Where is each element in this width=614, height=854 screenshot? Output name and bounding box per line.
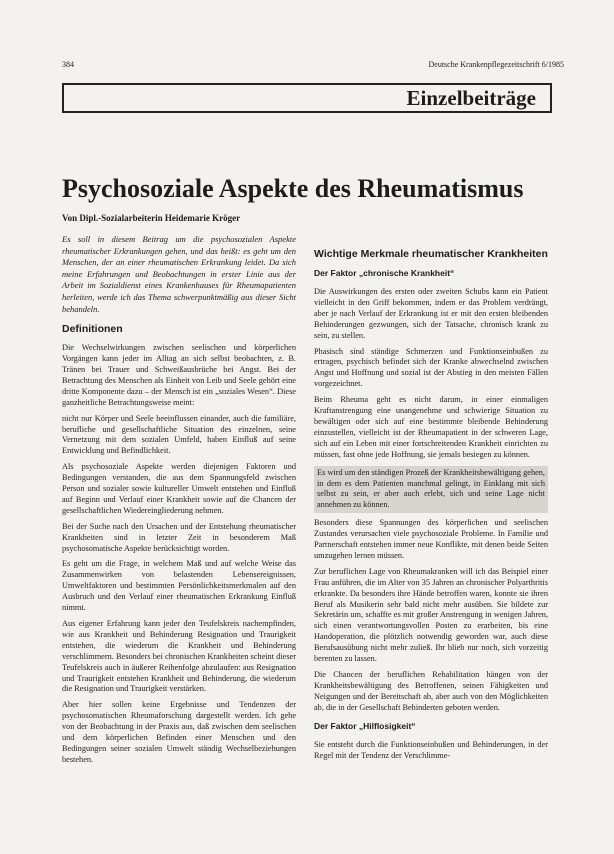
body-paragraph: Sie entsteht durch die Funktionseinbußen und Behinderungen, in der Regel mit der Tendenz der Verschlimme- [314, 739, 548, 760]
body-paragraph: Es geht um die Frage, in welchem Maß und auf welche Weise das Zusammenwirken von belastenden Lebensereignissen, Umweltfaktoren und bestimmten Persönlichkeitsmerkmalen auf den Ausbruch und den Verlauf einer rheumatischen Erkrankung Einfluß nimmt. [62, 559, 296, 613]
body-paragraph: Aus eigener Erfahrung kann jeder den Teufelskreis nachempfinden, wie aus Krankheit und Behinderung Resignation und Traurigkeit entstehen, die wiederum die Krankheit und Behinderung verschlimmern. Besonders bei chronischen Krankheiten scheint dieser Teufelskreis auch in äußerer Reihenfolge abzulaufen: aus Resignation und Traurigkeit entstehen Krankheit und Behinderung, die wiederum die Resignation und Traurigkeit verstärken. [62, 619, 296, 694]
body-paragraph: Zur beruflichen Lage von Rheumakranken will ich das Beispiel einer Frau anführen, die im Alter von 35 Jahren an chronischer Polyarthritis erkrankte. Da besonders ihre Hände betroffen waren, konnte sie ihren Beruf als Musikerin sehr bald nicht mehr ausüben. Sie bildete zur Sekretärin um, schaffte es mit großer Anstrengung in wenigen Jahren, sich einen verantwortungsvollen Posten zu erarbeiten, bis eine Handoperation, die plötzlich notwendig geworden war, auch diese Berufsausübung nicht mehr zuließ. Ihr blieb nur noch, sich vorzeitig berenten zu lassen. [314, 566, 548, 664]
body-paragraph: Bei der Suche nach den Ursachen und der Entstehung rheumatischer Krankheiten sind in letzter Zeit in besonderem Maß psychosomatische Aspekte berücksichtigt worden. [62, 521, 296, 553]
body-paragraph: Als psychosoziale Aspekte werden diejenigen Faktoren und Bedingungen verstanden, die aus dem Spannungsfeld zwischen Person und sozialer sowie kultureller Umwelt entstehen und Einfluß auf Beginn und Verlauf einer Krankheit sowie auf die Chancen der gesellschaftlichen Wiedereingliederung nehmen. [62, 462, 296, 515]
subheading-hilflosigkeit: Der Faktor „Hilflosigkeit“ [314, 720, 416, 731]
journal-header: Deutsche Krankenpflegezeitschrift 6/1985 [428, 60, 564, 69]
heading-merkmale: Wichtige Merkmale rheumatischer Krankheiten [314, 248, 548, 260]
left-column [62, 234, 296, 771]
right-column [314, 234, 548, 766]
article-title: Psychosoziale Aspekte des Rheumatismus [62, 174, 524, 203]
section-label-box [62, 83, 552, 113]
body-paragraph: Phasisch sind ständige Schmerzen und Funktionseinbußen zu ertragen, psychisch befindet sich der Kranke abwechselnd zwischen Angst und Hoffnung und sozial ist der Abstieg in den meisten Fällen vorgezeichnet. [314, 346, 548, 389]
body-paragraph: Die Wechselwirkungen zwischen seelischen und körperlichen Vorgängen kann jeder im Alltag an sich selbst beobachten, z. B. Tränen bei Trauer und Schweißausbrüche bei Angst. Bei der Betrachtung des Menschen als Einheit von Leib und Seele gehört eine dritte Komponente dazu – der Mensch ist ein „soziales Wesen“. Diese ganzheitliche Betrachtungsweise meint: [62, 343, 296, 407]
highlighted-paragraph: Es wird um den ständigen Prozeß der Krankheitsbewältigung gehen, in dem es dem Patienten manchmal gelingt, in Einklang mit sich selbst zu sein, er aber auch erlebt, sich und seine Lage nicht annehmen zu können. [314, 466, 548, 514]
body-paragraph: Beim Rheuma geht es nicht darum, in einer einmaligen Kraftanstrengung eine unangenehme und schwierige Situation zu bewältigen oder sich auf eine bestimmte bleibende Behinderung einzustellen, vielleicht ist der Rheumapatient in der schweren Lage, sich auf ein Leben mit einer fortschreitenden Krankheit einrichten zu müssen, fast ohne jede Hoffnung, sie jemals besiegen zu können. [314, 395, 548, 459]
body-paragraph: Aber hier sollen keine Ergebnisse und Tendenzen der psychosomatischen Rheumaforschung dargestellt werden. Ich gehe von der Beobachtung in der Praxis aus, daß zwischen dem seelischen und dem körperlichen Befinden einer Menschen und den Bedingungen seiner sozialen Umwelt ständig Wechselbeziehungen bestehen. [62, 700, 296, 764]
body-paragraph: Die Auswirkungen des ersten oder zweiten Schubs kann ein Patient vielleicht in den Griff bekommen, indem er das Problem verdrängt, aber je nach Verlauf der Erkrankung ist er mit den ersten bleibenden Behinderungen gezwungen, sich der Tatsache, chronisch krank zu sein, zu stellen. [314, 287, 548, 340]
body-paragraph: nicht nur Körper und Seele beeinflussen einander, auch die familiäre, berufliche und gesellschaftliche Situation des einzelnen, seine Vernetzung mit dem sozialen Umfeld, haben Einfluß auf seine Entwicklung und Befindlichkeit. [62, 413, 296, 456]
subheading-chronische-krankheit: Der Faktor „chronische Krankheit“ [314, 268, 455, 278]
body-paragraph: Die Chancen der beruflichen Rehabilitation hängen von der Krankheitsbewältigung des Betroffenen, seinen Fähigkeiten und Neigungen und der Bereitschaft ab, aber auch von den Möglichkeiten ab, die in der Gesellschaft Behinderten geboten werden. [314, 670, 548, 712]
intro-paragraph: Es soll in diesem Beitrag um die psychosozialen Aspekte rheumatischer Erkrankungen gehen, und das heißt: es geht um den Menschen, der an einer rheumatischen Erkrankung leidet. Da sich meine Erfahrungen und Beobachtungen in erster Linie aus der Arbeit im Sozialdienst eines Krankenhauses für Rheumapatienten herleiten, werde ich das Thema schwerpunktmäßig aus dieser Sicht behandeln. [62, 234, 296, 314]
article-author: Von Dipl.-Sozialarbeiterin Heidemarie Kröger [62, 213, 241, 223]
page-number: 384 [62, 60, 74, 69]
section-label: Einzelbeiträge [406, 86, 536, 110]
body-paragraph: Besonders diese Spannungen des körperlichen und seelischen Zustandes verursachen viele psychosoziale Probleme. In Familie und Partnerschaft entstehen immer neue Konflikte, mit denen beide Seiten umzugehen lernen müssen. [314, 518, 548, 560]
heading-definitionen: Definitionen [62, 323, 123, 336]
